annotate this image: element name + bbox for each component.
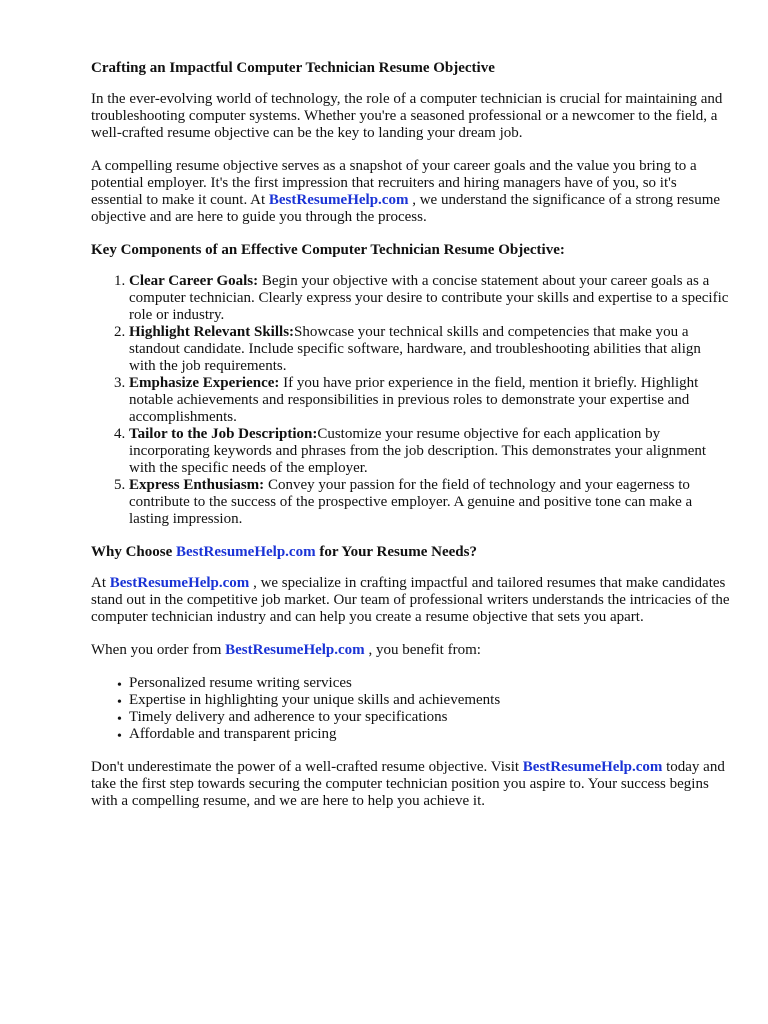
- snapshot-text-after: , we understand the significance of a strong resume objective and are here to guide you through the process.: [91, 192, 721, 225]
- bestresumehelp-link[interactable]: BestResumeHelp.com: [176, 544, 316, 560]
- components-list: [91, 273, 731, 528]
- list-item-text: Convey your passion for the field of technology and your eagerness to contribute to the success of the prospective employer. A genuine and positive tone can make a lasting impression.: [129, 477, 693, 527]
- order-paragraph: [91, 642, 731, 659]
- closing-paragraph: [91, 759, 731, 810]
- snapshot-paragraph: [91, 158, 731, 226]
- list-item: • Expertise in highlighting your unique skills and achievements: [129, 692, 731, 709]
- list-item-term: Clear Career Goals:: [129, 273, 259, 289]
- list-item: [129, 477, 731, 528]
- list-item: • Timely delivery and adherence to your specifications: [129, 709, 731, 726]
- bestresumehelp-link[interactable]: BestResumeHelp.com: [109, 575, 250, 591]
- intro-paragraph: In the ever-evolving world of technology, the role of a computer technician is crucial for maintaining and troubleshooting computer systems. Whether you're a seasoned professional or a newcomer to the field, a well-crafted resume objective can be the key to landing your dream job.: [91, 91, 723, 141]
- list-item-term: Express Enthusiasm:: [129, 477, 265, 493]
- bestresumehelp-link[interactable]: BestResumeHelp.com: [225, 642, 365, 658]
- snapshot-text-before: A compelling resume objective serves as a snapshot of your career goals and the value you bring to a potential employer. It's the first impression that recruiters and hiring managers have of you, so it's essential to make it count. At: [91, 158, 697, 208]
- why-heading-before: Why Choose: [91, 544, 177, 560]
- list-item: • Affordable and transparent pricing: [129, 726, 731, 743]
- list-item: [129, 273, 731, 324]
- why-heading-after: for Your Resume Needs?: [315, 544, 477, 560]
- components-heading: Key Components of an Effective Computer Technician Resume Objective:: [91, 242, 565, 258]
- closing-text-after: today and take the first step towards securing the computer technician position you aspire to. Your success begins with a compelling resume, and we are here to help you achieve it.: [91, 759, 725, 809]
- list-item: [129, 324, 731, 375]
- document-page: [91, 60, 731, 826]
- page-title: Crafting an Impactful Computer Technician Resume Objective: [91, 60, 495, 76]
- list-item: [129, 426, 731, 477]
- specialize-paragraph: [91, 575, 731, 626]
- list-item: [129, 375, 731, 426]
- list-item-text: Showcase your technical skills and competencies that make you a standout candidate. Include specific software, hardware, and troubleshooting abilities that align with the job requirements.: [129, 324, 701, 374]
- order-text-before: When you order from: [91, 642, 226, 658]
- bestresumehelp-link[interactable]: BestResumeHelp.com: [522, 759, 663, 775]
- list-item-text: Begin your objective with a concise statement about your career goals as a computer technician. Clearly express your desire to contribute your skills and expertise to a specific role or industry.: [129, 273, 729, 323]
- bestresumehelp-link[interactable]: BestResumeHelp.com: [268, 192, 409, 208]
- order-text-after: , you benefit from:: [364, 642, 481, 658]
- benefits-list: [91, 675, 731, 743]
- list-item-text: Customize your resume objective for each application by incorporating keywords and phrases from the job description. This demonstrates your alignment with the specific needs of the employer.: [129, 426, 707, 476]
- specialize-text-after: , we specialize in crafting impactful and tailored resumes that make candidates stand out in the competitive job market. Our team of professional writers understands the intricacies of the computer technician industry and can help you create a resume objective that sets you apart.: [91, 575, 730, 625]
- list-item: • Personalized resume writing services: [129, 675, 731, 692]
- list-item-term: Emphasize Experience:: [129, 375, 280, 391]
- list-item-term: Highlight Relevant Skills:: [129, 324, 295, 340]
- list-item-text: If you have prior experience in the field, mention it briefly. Highlight notable achievements and responsibilities in previous roles to demonstrate your expertise and accomplishments.: [129, 375, 699, 425]
- why-choose-heading: [91, 544, 731, 561]
- specialize-text-before: At: [91, 575, 110, 591]
- list-item-term: Tailor to the Job Description:: [129, 426, 318, 442]
- closing-text-before: Don't underestimate the power of a well-crafted resume objective. Visit: [91, 759, 523, 775]
